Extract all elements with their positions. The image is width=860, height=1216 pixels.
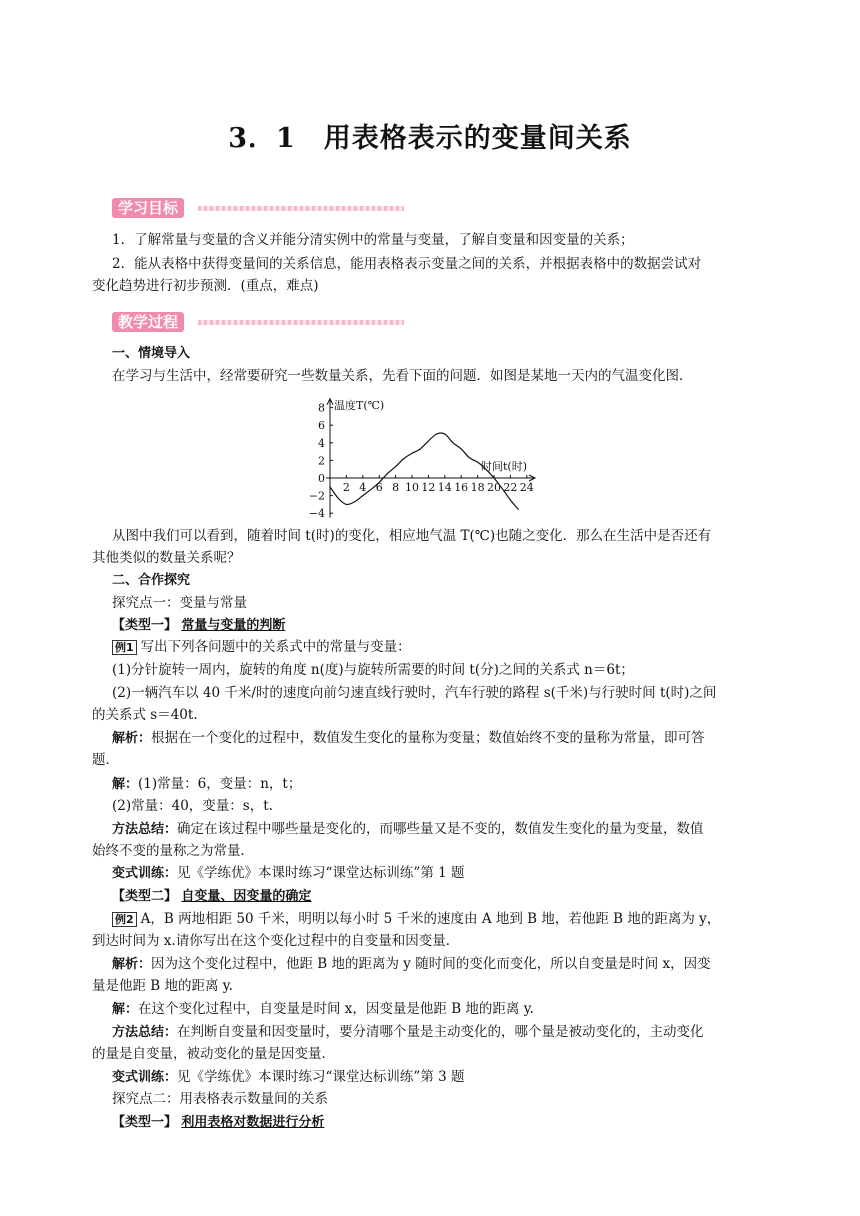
x-tick-label: 14 xyxy=(437,481,452,494)
x-tick-label: 8 xyxy=(392,481,400,494)
x-axis-label: 时间t(时) xyxy=(481,460,528,473)
example1-tag: 例1 xyxy=(112,640,137,655)
variant-label: 变式训练： xyxy=(112,1070,178,1085)
example2-tag: 例2 xyxy=(112,912,137,927)
section-label-goals: 学习目标 xyxy=(112,198,184,218)
variant-label: 变式训练： xyxy=(112,866,178,881)
part1-heading: 一、情境导入 xyxy=(112,346,191,361)
x-tick-label: 4 xyxy=(359,481,367,494)
type1-title: 常量与变量的判断 xyxy=(181,618,286,633)
goal-line-3: 变化趋势进行初步预测．(重点，难点) xyxy=(92,278,319,294)
example2-text: A，B 两地相距 50 千米，明明以每小时 5 千米的速度由 A 地到 B 地，若他距 B 地的距离为 y， xyxy=(140,911,721,927)
x-tick-label: 16 xyxy=(454,481,469,494)
example2-analysis xyxy=(112,954,782,975)
analysis-label: 解析： xyxy=(112,957,152,972)
x-tick-label: 22 xyxy=(503,481,518,494)
example2-solution xyxy=(112,999,782,1020)
example1-method-cont: 始终不变的量称之为常量． xyxy=(92,843,254,859)
method-text: 确定在该过程中哪些量是变化的，而哪些量又是不变的，数值发生变化的量为变量，数值 xyxy=(177,821,704,837)
x-tick-label: 20 xyxy=(487,481,501,494)
example2-analysis-cont: 量是他距 B 地的距离 y. xyxy=(92,978,233,994)
method-label: 方法总结： xyxy=(112,1025,178,1040)
example1-analysis xyxy=(112,728,782,749)
explore1-heading: 探究点一：变量与常量 xyxy=(112,595,247,611)
x-tick-label: 24 xyxy=(519,481,534,494)
y-tick-label: −2 xyxy=(308,489,325,503)
x-tick-label: 10 xyxy=(405,481,419,494)
method-text: 在判断自变量和因变量时，要分清哪个量是主动变化的，哪个量是被动变化的，主动变化 xyxy=(177,1024,704,1040)
temperature-chart xyxy=(306,386,588,518)
example1-solution-2: (2)常量：40，变量：s，t. xyxy=(112,798,273,814)
after-chart-line-1: 从图中我们可以看到，随着时间 t(时)的变化，相应地气温 T(℃)也随之变化．那么在生活中是否还有 xyxy=(112,528,712,544)
y-tick-label: 0 xyxy=(318,472,325,485)
type2-title: 自变量、因变量的确定 xyxy=(181,889,312,904)
goal-line-1: 1．了解常量与变量的含义并能分清实例中的常量与变量，了解自变量和因变量的关系； xyxy=(112,232,634,248)
example1-analysis-cont: 题． xyxy=(92,752,119,768)
x-tick-label: 2 xyxy=(342,481,350,494)
page-title: 3．1 用表格表示的变量间关系 xyxy=(228,123,632,154)
dotted-divider xyxy=(198,320,404,325)
example2-method-cont: 的量是自变量，被动变化的量是因变量． xyxy=(92,1046,335,1062)
example1-method xyxy=(112,819,782,840)
y-tick-label: 4 xyxy=(318,436,325,450)
example1-solution xyxy=(112,774,782,795)
example1-q2b: 的关系式 s＝40t. xyxy=(92,707,198,723)
example1-text: 写出下列各问题中的关系式中的常量与变量： xyxy=(140,639,411,655)
method-label: 方法总结： xyxy=(112,822,178,837)
after-chart-line-2: 其他类似的数量关系呢？ xyxy=(92,550,241,566)
variant-text: 见《学练优》本课时练习“课堂达标训练”第 3 题 xyxy=(177,1069,465,1085)
part2-heading: 二、合作探究 xyxy=(112,573,191,588)
analysis-text: 根据在一个变化的过程中，数值发生变化的量称为变量；数值始终不变的量称为常量，即可答 xyxy=(151,730,705,746)
section-banner-process xyxy=(112,312,404,332)
y-tick-label: 6 xyxy=(318,419,325,433)
example1-prompt xyxy=(112,637,782,657)
example2-text-cont: 到达时间为 x.请你写出在这个变化过程中的自变量和因变量． xyxy=(92,933,460,949)
x-tick-label: 12 xyxy=(421,481,436,494)
type3-label: 【类型一】 xyxy=(112,1115,178,1130)
analysis-label: 解析： xyxy=(112,731,152,746)
solution-text: (1)常量：6，变量：n，t； xyxy=(138,776,302,792)
type1-label: 【类型一】 xyxy=(112,618,178,633)
example2-variant xyxy=(112,1067,782,1088)
x-tick-label: 6 xyxy=(375,481,383,494)
x-tick-label: 18 xyxy=(470,481,485,494)
solution-text: 在这个变化过程中，自变量是时间 x，因变量是他距 B 地的距离 y. xyxy=(138,1001,534,1017)
type2-label: 【类型二】 xyxy=(112,889,178,904)
variant-text: 见《学练优》本课时练习“课堂达标训练”第 1 题 xyxy=(177,865,465,881)
example1-q2a: (2)一辆汽车以 40 千米/时的速度向前匀速直线行驶时，汽车行驶的路程 s(千米)与行驶时间 t(时)之间 xyxy=(112,685,717,701)
type3-title: 利用表格对数据进行分析 xyxy=(181,1115,325,1130)
type2-heading xyxy=(112,886,782,907)
type1-heading xyxy=(112,615,782,636)
goal-line-2: 2．能从表格中获得变量间的关系信息，能用表格表示变量之间的关系，并根据表格中的数据尝试对 xyxy=(112,256,702,272)
intro-text: 在学习与生活中，经常要研究一些数量关系，先看下面的问题．如图是某地一天内的气温变化图． xyxy=(112,368,693,384)
solution-label: 解： xyxy=(112,777,139,792)
type3-heading xyxy=(112,1112,782,1133)
section-banner-goals xyxy=(112,198,404,218)
analysis-text: 因为这个变化过程中，他距 B 地的距离为 y 随时间的变化而变化，所以自变量是时间 x，因变 xyxy=(151,956,711,972)
dotted-divider xyxy=(198,206,404,211)
solution-label: 解： xyxy=(112,1002,139,1017)
y-tick-label: 2 xyxy=(318,454,325,468)
y-axis-label: 温度T(℃) xyxy=(334,398,385,412)
example1-q1: (1)分针旋转一周内，旋转的角度 n(度)与旋转所需要的时间 t(分)之间的关系式 n＝6t； xyxy=(112,662,634,678)
example2-method xyxy=(112,1022,782,1043)
y-tick-label: 8 xyxy=(318,401,325,415)
example2-prompt xyxy=(112,909,782,929)
example1-variant xyxy=(112,863,782,884)
y-tick-label: −4 xyxy=(308,507,325,518)
section-label-process: 教学过程 xyxy=(112,312,184,332)
explore2-heading: 探究点二：用表格表示数量间的关系 xyxy=(112,1091,328,1107)
